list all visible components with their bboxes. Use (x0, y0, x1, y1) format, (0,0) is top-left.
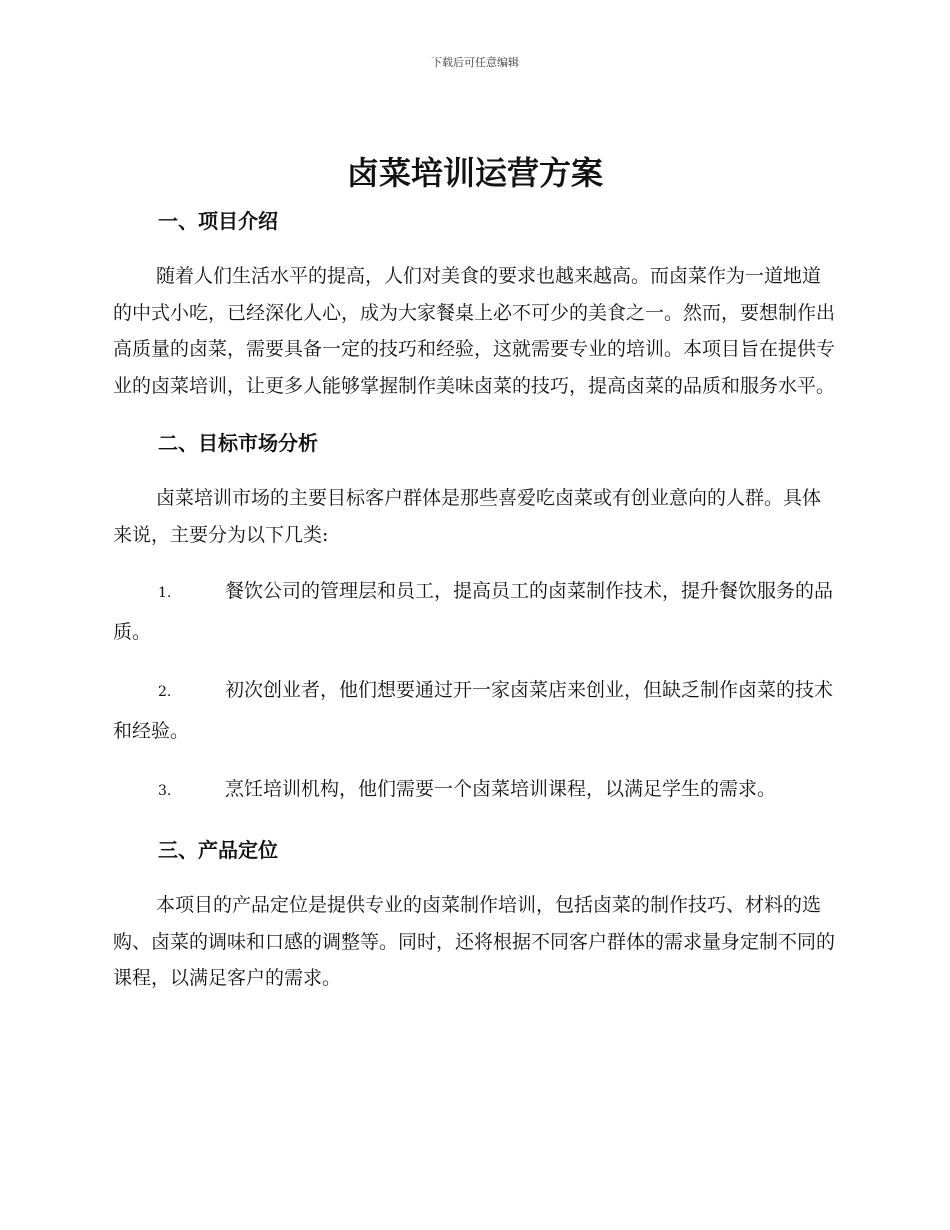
section-paragraph-market-analysis: 卤菜培训市场的主要目标客户群体是那些喜爱吃卤菜或有创业意向的人群。具体来说，主要分为以下几类: (113, 487, 822, 546)
list-item-number: 2. (158, 684, 172, 700)
list-item (113, 572, 837, 652)
section-heading-market-analysis: 二、目标市场分析 (158, 431, 318, 455)
list-item (113, 671, 837, 751)
list-item-text: 餐饮公司的管理层和员工，提高员工的卤菜制作技术，提升餐饮服务的品质。 (113, 580, 834, 643)
document-title: 卤菜培训运营方案 (346, 154, 603, 192)
page-header-note: 下载后可任意编辑 (431, 56, 519, 69)
section-heading-product-positioning: 三、产品定位 (158, 838, 278, 862)
list-item (113, 770, 837, 811)
list-item-number: 1. (158, 585, 172, 601)
list-item-text: 烹饪培训机构，他们需要一个卤菜培训课程，以满足学生的需求。 (225, 778, 777, 800)
document-body (113, 203, 837, 997)
section-paragraph-project-intro: 随着人们生活水平的提高，人们对美食的要求也越来越高。而卤菜作为一道地道的中式小吃，已经深化人心，成为大家餐桌上必不可少的美食之一。然而，要想制作出高质量的卤菜，需要具备一定的技巧和经验，这就需要专业的培训。本项目旨在提供专业的卤菜培训，让更多人能够掌握制作美味卤菜的技巧，提高卤菜的品质和服务水平。 (113, 265, 836, 397)
list-item-number: 3. (158, 783, 172, 799)
section-paragraph-product-positioning: 本项目的产品定位是提供专业的卤菜制作培训，包括卤菜的制作技巧、材料的选购、卤菜的调味和口感的调整等。同时，还将根据不同客户群体的需求量身定制不同的课程，以满足客户的需求。 (113, 894, 836, 989)
section-heading-project-intro: 一、项目介绍 (158, 209, 278, 233)
list-item-text: 初次创业者，他们想要通过开一家卤菜店来创业，但缺乏制作卤菜的技术和经验。 (113, 679, 834, 742)
